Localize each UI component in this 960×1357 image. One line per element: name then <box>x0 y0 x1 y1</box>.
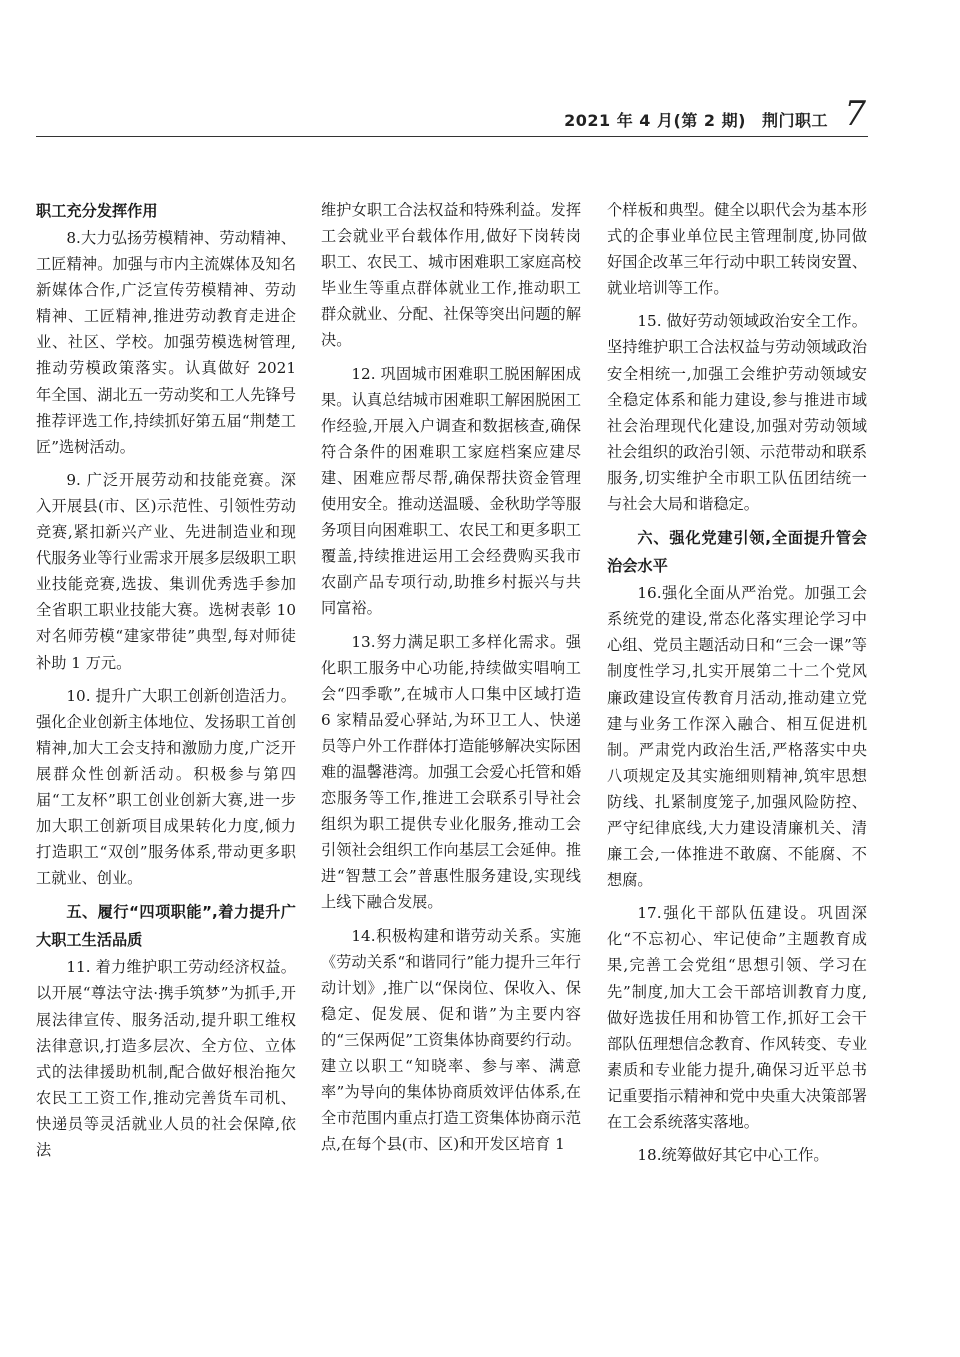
paragraph-13: 13.努力满足职工多样化需求。强化职工服务中心功能,持续做实唱响工会“四季歌”,在城市人口集中区域打造 6 家精品爱心驿站,为环卫工人、快递员等户外工作群体打造能够解决实际困难的温馨港湾。加强工会爱心托管和婚恋服务等工作,推进工会联系引导社会组织为职工提供专业化服务,推动工会引领社会组织工作向基层工会延伸。推进“智慧工会”普惠性服务建设,实现线上线下融合发展。 <box>321 632 581 912</box>
paragraph-12: 12. 巩固城市困难职工脱困解困成果。认真总结城市困难职工解困脱困工作经验,开展入户调查和数据核查,确保符合条件的困难职工家庭档案应建尽建、困难应帮尽帮,确保帮扶资金管理使用安全。推动送温暖、金秋助学等服务项目向困难职工、农民工和更多职工覆盖,持续推进运用工会经费购买我市农副产品专项行动,助推乡村振兴与共同富裕。 <box>321 364 581 618</box>
paragraph-11: 11. 着力维护职工劳动经济权益。以开展“尊法守法·携手筑梦”为抓手,开展法律宣传、服务活动,提升职工维权法律意识,打造多层次、全方位、立体式的法律援助机制,配合做好根治拖欠农民工工资工作,推动完善货车司机、快递员等灵活就业人员的社会保障,依法 <box>36 958 296 1159</box>
section-heading-6: 六、强化党建引领,全面提升管会治会水平 <box>607 529 867 576</box>
paragraph-18: 18.统筹做好其它中心工作。 <box>637 1146 829 1165</box>
paragraph-8: 8.大力弘扬劳模精神、劳动精神、工匠精神。加强与市内主流媒体及知名新媒体合作,广泛宣传劳模精神、劳动精神、工匠精神,推进劳动教育走进企业、社区、学校。加强劳模选树管理,推动劳模政策落实。认真做好 2021 年全国、湖北五一劳动奖和工人先锋号推荐评选工作,持续抓好第五届“荆楚工匠”选树活动。 <box>36 229 296 456</box>
page-header <box>36 96 868 137</box>
column-2 <box>321 197 581 1297</box>
section-heading-continued: 职工充分发挥作用 <box>36 202 158 220</box>
paragraph-14-continued: 个样板和典型。健全以职代会为基本形式的企事业单位民主管理制度,协同做好国企改革三年行动中职工转岗安置、就业培训等工作。 <box>607 201 867 298</box>
paragraph-14: 14.积极构建和谐劳动关系。实施《劳动关系“和谐同行”能力提升三年行动计划》,推广以“保岗位、保收入、保稳定、促发展、促和谐”为主要内容的“三保两促”工资集体协商要约行动。建立以职工“知晓率、参与率、满意率”为导向的集体协商质效评估体系,在全市范围内重点打造工资集体协商示范点,在每个县(市、区)和开发区培育 1 <box>321 926 581 1154</box>
paragraph-9: 9. 广泛开展劳动和技能竞赛。深入开展县(市、区)示范性、引领性劳动竞赛,紧扣新兴产业、先进制造业和现代服务业等行业需求开展多层级职工职业技能竞赛,选拔、集训优秀选手参加全省职工职业技能大赛。选树表彰 10 对名师劳模“建家带徒”典型,每对师徒补助 1 万元。 <box>36 470 296 672</box>
section-heading-5: 五、履行“四项职能”,着力提升广大职工生活品质 <box>36 903 296 950</box>
paragraph-11-continued: 维护女职工合法权益和特殊利益。发挥工会就业平台载体作用,做好下岗转岗职工、农民工、城市困难职工家庭高校毕业生等重点群体就业工作,推动职工群众就业、分配、社保等突出问题的解决。 <box>321 201 581 350</box>
paragraph-15: 15. 做好劳动领域政治安全工作。坚持维护职工合法权益与劳动领域政治安全相统一,加强工会维护劳动领域安全稳定体系和能力建设,参与推进市域社会治理现代化建设,加强对劳动领域社会组织的政治引领、示范带动和联系服务,切实维护全市职工队伍团结统一与社会大局和谐稳定。 <box>607 312 867 514</box>
issue-date: 2021 年 4 月(第 2 期) <box>564 111 746 130</box>
column-3 <box>607 197 867 1297</box>
column-1 <box>36 197 296 1297</box>
page-number: 7 <box>844 94 866 134</box>
paragraph-17: 17.强化干部队伍建设。巩固深化“不忘初心、牢记使命”主题教育成果,完善工会党组“思想引领、学习在先”制度,加大工会干部培训教育力度,做好选拔任用和协管工作,抓好工会干部队伍理想信念教育、作风转变、专业素质和专业能力提升,确保习近平总书记重要指示精神和党中央重大决策部署在工会系统落实落地。 <box>607 904 867 1131</box>
publication-name: 荆门职工 <box>761 111 828 130</box>
paragraph-10: 10. 提升广大职工创新创造活力。强化企业创新主体地位、发扬职工首创精神,加大工会支持和激励力度,广泛开展群众性创新活动。积极参与第四届“工友杯”职工创业创新大赛,进一步加大职工创新项目成果转化力度,倾力打造职工“双创”服务体系,带动更多职工就业、创业。 <box>36 686 296 888</box>
header-info <box>554 108 828 131</box>
paragraph-16: 16.强化全面从严治党。加强工会系统党的建设,常态化落实理论学习中心组、党员主题活动日和“三会一课”等制度性学习,扎实开展第二十二个党风廉政建设宣传教育月活动,推动建立党建与业务工作深入融合、相互促进机制。严肃党内政治生活,严格落实中央八项规定及其实施细则精神,筑牢思想防线、扎紧制度笼子,加强风险防控、严守纪律底线,大力建设清廉机关、清廉工会,一体推进不敢腐、不能腐、不想腐。 <box>607 584 867 890</box>
